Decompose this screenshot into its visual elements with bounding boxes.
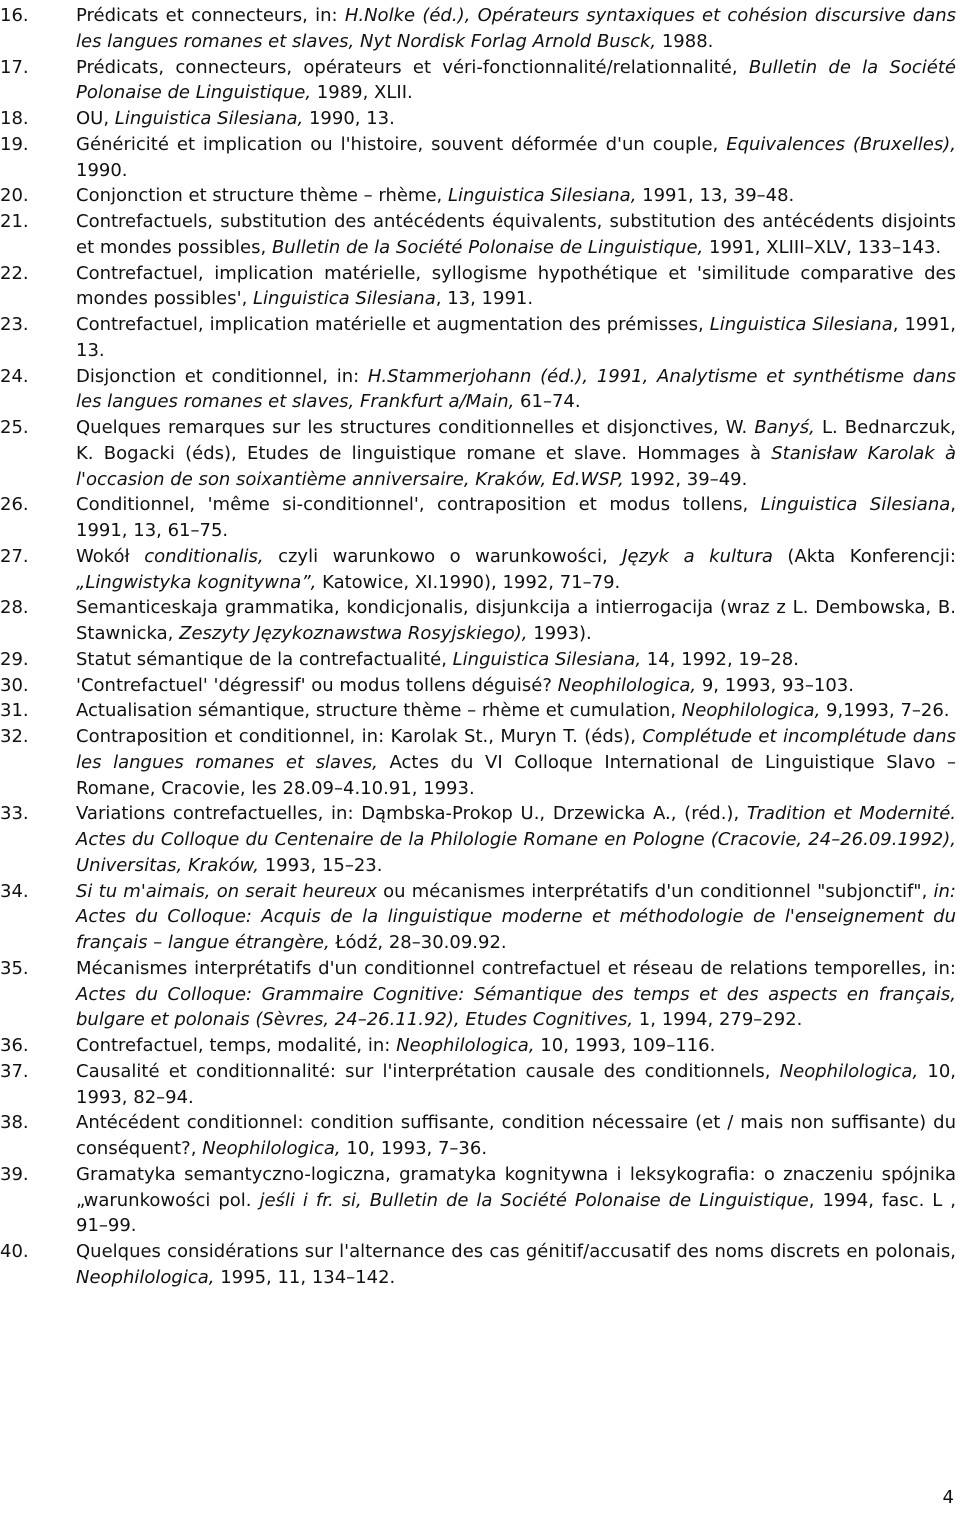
entry-segment: Disjonction et conditionnel, in:: [76, 365, 368, 387]
entry-italic-segment: Linguistica Silesiana: [253, 288, 436, 310]
bibliography-entry: [0, 364, 960, 416]
entry-text: [76, 55, 956, 107]
entry-segment: OU,: [76, 108, 115, 129]
entry-text: [76, 183, 956, 209]
entry-segment: Contrefactuel, implication matérielle et augmentation des prémisses,: [76, 314, 710, 335]
bibliography-entry: [0, 698, 960, 724]
entry-segment: 10, 1993, 109–116.: [534, 1035, 716, 1056]
entry-italic-segment: Actes du Colloque: Grammaire Cognitive: Sémantique des temps et des aspects en français, bulgare et polonais (Sèvres, 24–26.11.92), Etudes Cognitives,: [76, 983, 956, 1031]
entry-italic-segment: „Lingwistyka kognitywna”,: [76, 571, 317, 593]
entry-number: 26.: [0, 494, 29, 516]
entry-segment: Wokół: [76, 545, 145, 567]
entry-italic-segment: jeśli i fr. si, Bulletin de la Société Polonaise de Linguistique: [259, 1189, 809, 1211]
entry-number: 18.: [0, 108, 29, 129]
entry-italic-segment: Bulletin de la Société Polonaise de Linguistique,: [76, 56, 956, 104]
entry-number: 20.: [0, 185, 29, 207]
entry-segment: Łódź, 28–30.09.92.: [329, 932, 507, 953]
entry-number: 31.: [0, 700, 29, 722]
entry-text: [76, 492, 956, 544]
entry-number: 32.: [0, 726, 29, 747]
entry-text: [76, 879, 956, 956]
entry-segment: 1, 1994, 279–292.: [633, 1009, 803, 1031]
entry-segment: Contrefactuel, temps, modalité, in:: [76, 1035, 397, 1056]
bibliography-entry: [0, 312, 960, 364]
entry-italic-segment: Linguistica Silesiana: [709, 314, 893, 335]
page-number: 4: [942, 1487, 954, 1508]
bibliography-entry: [0, 647, 960, 673]
entry-segment: 1989, XLII.: [311, 82, 413, 104]
entry-italic-segment: Banyś,: [754, 417, 815, 438]
entry-number: 37.: [0, 1060, 29, 1082]
entry-segment: Contraposition et conditionnel, in: Karolak St., Muryn T. (éds),: [76, 726, 643, 747]
entry-italic-segment: Neophilologica,: [76, 1266, 215, 1288]
bibliography-entry: [0, 956, 960, 1033]
entry-segment: 1991, XLIII–XLV, 133–143.: [703, 236, 942, 258]
entry-text: [76, 1059, 956, 1111]
bibliography-entry: [0, 55, 960, 107]
entry-segment: Actes du VI Colloque International de Linguistique Slavo – Romane, Cracovie, les 28.09–4.10.91, 1993.: [76, 751, 956, 799]
entry-number: 33.: [0, 803, 29, 825]
entry-number: 39.: [0, 1163, 29, 1185]
entry-segment: 1993, 15–23.: [258, 854, 383, 876]
entry-italic-segment: Complétude et incomplétude dans les langues romanes et slaves,: [76, 726, 956, 773]
entry-segment: 1993).: [527, 623, 592, 644]
entry-number: 38.: [0, 1112, 29, 1134]
entry-italic-segment: H.Nolke (éd.), Opérateurs syntaxiques et cohésion discursive dans les langues romanes et slaves, Nyt Nordisk Forlag Arnold Busck,: [76, 5, 956, 52]
entry-text: [76, 1033, 956, 1059]
bibliography-entry: [0, 132, 960, 184]
entry-italic-segment: Neophilologica,: [557, 674, 697, 696]
bibliography-entry: [0, 801, 960, 878]
entry-number: 23.: [0, 314, 29, 335]
entry-text: [76, 1110, 956, 1162]
bibliography-entry: [0, 1162, 960, 1239]
entry-text: [76, 1162, 956, 1239]
entry-segment: Prédicats, connecteurs, opérateurs et véri-fonctionnalité/relationnalité,: [76, 56, 749, 78]
bibliography-entry: [0, 1239, 960, 1291]
entry-segment: Généricité et implication ou l'histoire, souvent déformée d'un couple,: [76, 133, 727, 155]
bibliography-entry: [0, 261, 960, 313]
entry-italic-segment: Neophilologica,: [779, 1060, 919, 1082]
entry-text: [76, 698, 956, 724]
entry-number: 29.: [0, 648, 29, 670]
entry-italic-segment: Linguistica Silesiana,: [447, 185, 637, 207]
bibliography-entry: [0, 673, 960, 699]
entry-segment: Conjonction et structure thème – rhème,: [76, 185, 448, 207]
entry-text: [76, 956, 956, 1033]
entry-number: 22.: [0, 262, 29, 284]
entry-text: [76, 544, 956, 596]
entry-italic-segment: H.Stammerjohann (éd.), 1991, Analytisme et synthétisme dans les langues romanes et slaves, Frankfurt a/Main,: [76, 365, 956, 413]
entry-text: [76, 261, 956, 313]
entry-italic-segment: Tradition et Modernité. Actes du Colloque du Centenaire de la Philologie Romane en Pologne (Cracovie, 24–26.09.1992), Universitas, Kraków,: [76, 803, 957, 876]
entry-number: 17.: [0, 56, 29, 78]
entry-segment: 1990.: [76, 159, 128, 181]
entry-text: [76, 801, 956, 878]
entry-segment: L. Bednarczuk, K. Bogacki (éds), Etudes de linguistique romane et slave. Hommages à: [76, 417, 956, 464]
entry-italic-segment: Linguistica Silesiana,: [114, 108, 304, 129]
entry-italic-segment: Neophilologica,: [202, 1138, 341, 1159]
entry-segment: 1991, 13, 39–48.: [636, 185, 795, 207]
entry-number: 21.: [0, 211, 29, 232]
entry-text: [76, 724, 956, 801]
entry-segment: 1995, 11, 134–142.: [214, 1266, 396, 1288]
bibliography-entry: [0, 1059, 960, 1111]
entry-number: 36.: [0, 1035, 29, 1056]
entry-italic-segment: Stanisław Karolak à l'occasion de son soixantième anniversaire, Kraków, Ed.WSP,: [76, 442, 956, 490]
entry-number: 24.: [0, 365, 29, 387]
entry-segment: Conditionnel, 'même si-conditionnel', contraposition et modus tollens,: [76, 494, 761, 516]
entry-segment: Contrefactuel, implication matérielle, syllogisme hypothétique et 'similitude comparative des mondes possibles',: [76, 262, 956, 310]
entry-segment: Gramatyka semantyczno-logiczna, gramatyka kognitywna i leksykografia: o znaczeniu spójnika „warunkowości pol.: [76, 1163, 956, 1211]
entry-italic-segment: Bulletin de la Société Polonaise de Linguistique,: [271, 236, 704, 258]
entry-italic-segment: Linguistica Silesiana: [760, 494, 951, 516]
entry-segment: czyli warunkowo o warunkowości,: [263, 545, 623, 567]
bibliography-entry: [0, 3, 960, 55]
entry-segment: , 1991, 13, 61–75.: [76, 494, 956, 541]
entry-segment: 10, 1993, 82–94.: [76, 1060, 956, 1108]
entry-segment: 1992, 39–49.: [623, 468, 748, 490]
bibliography-entry: [0, 492, 960, 544]
entry-text: [76, 209, 956, 261]
bibliography-entry: [0, 879, 960, 956]
entry-text: [76, 364, 956, 416]
bibliography-entry: [0, 595, 960, 647]
bibliography-entry: [0, 544, 960, 596]
entry-number: 35.: [0, 957, 29, 979]
bibliography-entry: [0, 106, 960, 132]
entry-text: [76, 312, 956, 364]
entry-segment: , 13, 1991.: [435, 288, 534, 310]
entry-text: [76, 1239, 956, 1291]
entry-number: 40.: [0, 1241, 29, 1262]
entry-number: 34.: [0, 880, 29, 902]
entry-italic-segment: Neophilologica,: [681, 700, 821, 722]
entry-segment: , 1991, 13.: [76, 314, 956, 361]
entry-segment: Causalité et conditionnalité: sur l'interprétation causale des conditionnels,: [76, 1060, 780, 1082]
entry-text: [76, 3, 956, 55]
entry-italic-segment: Linguistica Silesiana,: [452, 648, 642, 670]
entry-number: 25.: [0, 417, 29, 438]
entry-segment: , 1994, fasc. L , 91–99.: [76, 1189, 956, 1237]
entry-italic-segment: in: Actes du Colloque: Acquis de la linguistique moderne et méthodologie de l'enseignement du français – langue étrangère,: [76, 880, 956, 953]
bibliography-entry: [0, 1110, 960, 1162]
bibliography-entry: [0, 724, 960, 801]
entry-segment: Katowice, XI.1990), 1992, 71–79.: [316, 571, 621, 593]
entry-segment: Contrefactuels, substitution des antécédents équivalents, substitution des antécédents disjoints et mondes possibles,: [76, 211, 956, 258]
entry-italic-segment: Si tu m'aimais, on serait heureux: [76, 880, 377, 902]
entry-italic-segment: Neophilologica,: [396, 1035, 535, 1056]
entry-text: [76, 673, 956, 699]
entry-segment: 14, 1992, 19–28.: [641, 648, 799, 670]
bibliography-entry: [0, 1033, 960, 1059]
entry-segment: Semanticeskaja grammatika, kondicjonalis, disjunkcija a intierrogacija (wraz z L. Dembowska, B. Stawnicka,: [76, 597, 956, 644]
entry-text: [76, 415, 956, 492]
entry-text: [76, 132, 956, 184]
entry-segment: 1990, 13.: [303, 108, 395, 129]
entry-segment: Quelques considérations sur l'alternance des cas génitif/accusatif des noms discrets en polonais,: [76, 1241, 956, 1262]
entry-number: 16.: [0, 5, 29, 26]
bibliography-entry: [0, 415, 960, 492]
entry-segment: Antécédent conditionnel: condition suffisante, condition nécessaire (et / mais non suffisante) du conséquent?,: [76, 1112, 956, 1159]
entry-segment: 9,1993, 7–26.: [820, 700, 950, 722]
entry-segment: Variations contrefactuelles, in: Dąmbska-Prokop U., Drzewicka A., (réd.),: [76, 803, 747, 825]
bibliography-entry: [0, 209, 960, 261]
entry-segment: 10, 1993, 7–36.: [340, 1138, 488, 1159]
entry-italic-segment: Język a kultura: [622, 545, 773, 567]
entry-number: 28.: [0, 597, 29, 619]
entry-segment: Statut sémantique de la contrefactualité,: [76, 648, 453, 670]
entry-text: [76, 647, 956, 673]
entry-segment: Quelques remarques sur les structures conditionnelles et disjonctives, W.: [76, 417, 755, 438]
entry-segment: 'Contrefactuel' 'dégressif' ou modus tollens déguisé?: [76, 674, 558, 696]
entry-text: [76, 106, 956, 132]
entry-segment: 9, 1993, 93–103.: [696, 674, 854, 696]
entry-number: 27.: [0, 545, 29, 567]
entry-text: [76, 595, 956, 647]
entry-segment: Actualisation sémantique, structure thème – rhème et cumulation,: [76, 700, 682, 722]
entry-segment: ou mécanismes interprétatifs d'un conditionnel "subjonctif",: [376, 880, 934, 902]
entry-segment: 1988.: [656, 30, 714, 52]
entry-segment: 61–74.: [514, 391, 581, 413]
entry-segment: Mécanismes interprétatifs d'un conditionnel contrefactuel et réseau de relations temporelles, in:: [76, 957, 956, 979]
entry-italic-segment: conditionalis,: [144, 545, 264, 567]
entry-segment: Prédicats et connecteurs, in:: [76, 5, 345, 26]
entry-italic-segment: Equivalences (Bruxelles),: [726, 133, 956, 155]
entry-segment: (Akta Konferencji:: [772, 545, 956, 567]
entry-number: 30.: [0, 674, 29, 696]
entry-italic-segment: Zeszyty Językoznawstwa Rosyjskiego),: [179, 623, 528, 644]
entry-number: 19.: [0, 133, 29, 155]
bibliography-list: [0, 3, 960, 1291]
bibliography-entry: [0, 183, 960, 209]
